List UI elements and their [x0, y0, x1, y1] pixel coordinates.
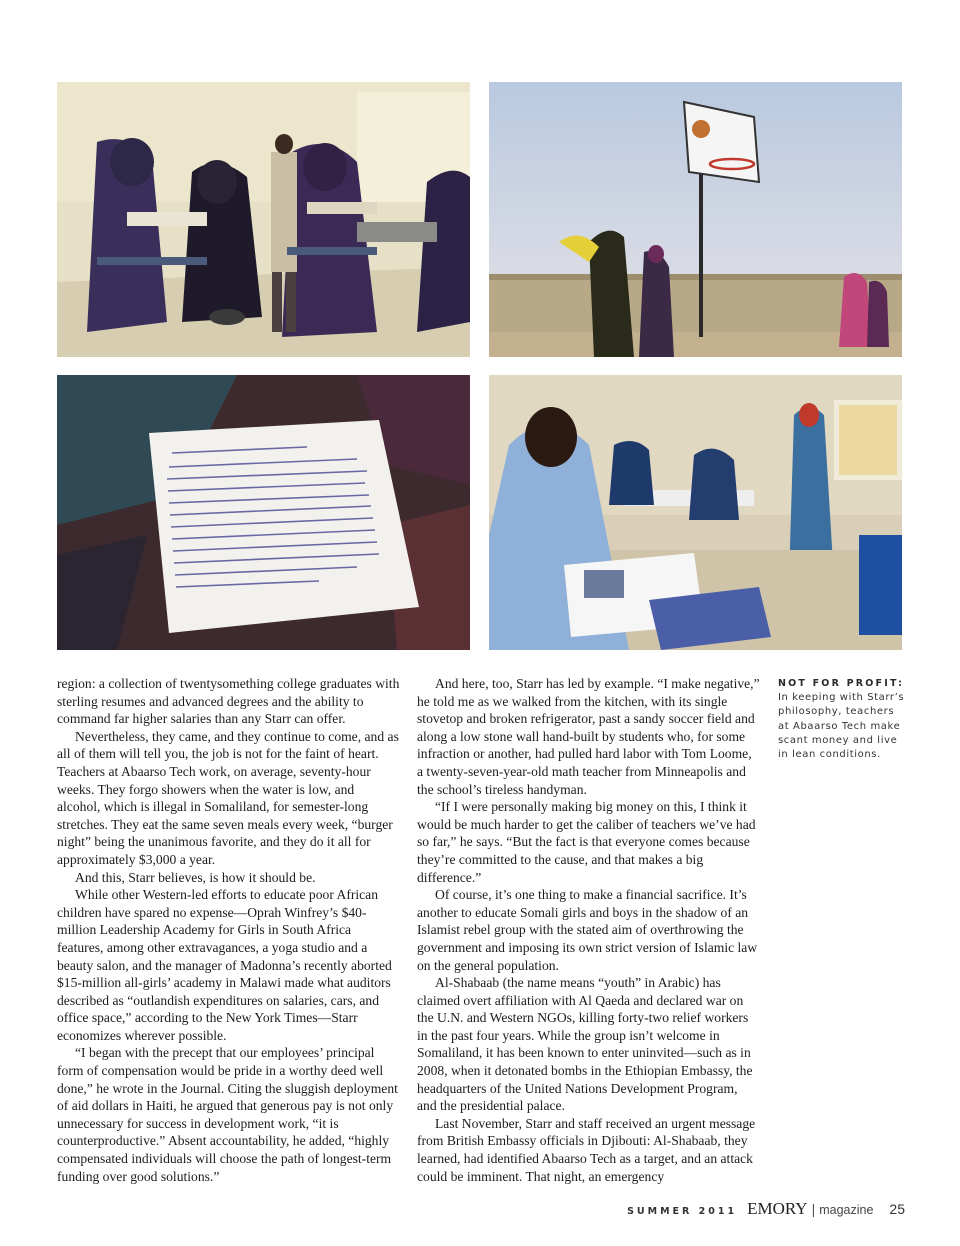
photo-caption	[778, 678, 906, 762]
magazine-logo: EMORY	[747, 1199, 808, 1218]
paragraph: Of course, it’s one thing to make a financial sacrifice. It’s another to educate Somali girls and boys in the shadow of an Islamist rebel group with the stated aim of overthrowing the government and imposing its own strict version of Islamic law on the general population.	[417, 887, 758, 973]
handwritten-essay-photo	[57, 375, 470, 650]
paragraph: “I began with the precept that our employees’ principal form of compensation would be pride in a worthy deed well done,” he wrote in the Journal. Citing the sluggish deployment of aid dollars in Haiti, he argued that generous pay is not only unnecessary for success in development work, “it is counterproductive.” Absent accountability, he added, “highly compensated individuals will choose the path of longest-term funding over good solutions.”	[57, 1045, 398, 1184]
paragraph: And this, Starr believes, is how it should be.	[75, 869, 316, 885]
article-column-2	[417, 675, 760, 1185]
logo-separator: |	[811, 1201, 816, 1217]
students-writing-photo	[57, 82, 470, 357]
article-column-1	[57, 675, 400, 1185]
page-footer	[0, 1199, 905, 1219]
paragraph: region: a collection of twentysomething college graduates with sterling resumes and advanced degrees and the ability to command far higher salaries than any Starr can offer.	[57, 676, 400, 727]
issue-date: SUMMER 2011	[627, 1206, 738, 1217]
page-number: 25	[889, 1201, 905, 1217]
classroom-reading-photo	[489, 375, 902, 650]
basketball-photo	[489, 82, 902, 357]
paragraph: Al-Shabaab (the name means “youth” in Arabic) has claimed overt affiliation with Al Qaeda and declared war on the U.N. and Western NGOs, killing forty-two relief workers in the past four years. While the group isn’t welcome in Somaliland, it has been known to enter uninvited—such as in 2008, when it detonated bombs in the Ethiopian Embassy, the headquarters of the United Nations Development Program, and the presidential palace.	[417, 975, 753, 1114]
magazine-wordmark: magazine	[819, 1203, 874, 1217]
paragraph: Nevertheless, they came, and they continue to come, and as all of them will tell you, the job is not for the faint of heart. Teachers at Abaarso Tech work, on average, seventy-hour weeks. They forgo showers when the water is low, and alcohol, which is illegal in Somaliland, for semester-long stretches. They eat the same seven meals every week, “burger night” being the unanimous favorite, and they do it all for approximately $3,000 a year.	[57, 728, 399, 867]
paragraph: And here, too, Starr has led by example. “I make negative,” he told me as we walked from the kitchen, with its single stovetop and broken refrigerator, past a sandy soccer field and along a low stone wall hand-built by students who, for some infraction or another, had pulled hard labor with Tom Loome, a twenty-seven-year-old math teacher from Minneapolis and the school’s tireless handyman.	[417, 676, 760, 797]
paragraph: “If I were personally making big money on this, I think it would be much harder to get the caliber of teachers we’ve had so far,” he says. “But the fact is that everyone comes because they’re committed to the cause, and that makes a big difference.”	[417, 799, 756, 885]
caption-text: In keeping with Starr’s philosophy, teachers at Abaarso Tech make scant money and live in lean conditions.	[778, 692, 905, 761]
paragraph: Last November, Starr and staff received an urgent message from British Embassy officials in Djibouti: Al-Shabaab, they learned, had identified Abaarso Tech as a target, and an attack could be imminent. That night, an emergency	[417, 1115, 756, 1184]
paragraph: While other Western-led efforts to educate poor African children have spared no expense—Oprah Winfrey’s $40-million Leadership Academy for Girls in South Africa features, among other extravagances, a yoga studio and a beauty salon, and the manager of Madonna’s recently aborted $15-million all-girls’ academy in Malawi made what auditors described as “outlandish expenditures on salaries, cars, and office space,” according to the New York Times—Starr economizes wherever possible.	[57, 887, 392, 1043]
caption-heading: NOT FOR PROFIT:	[778, 678, 905, 689]
